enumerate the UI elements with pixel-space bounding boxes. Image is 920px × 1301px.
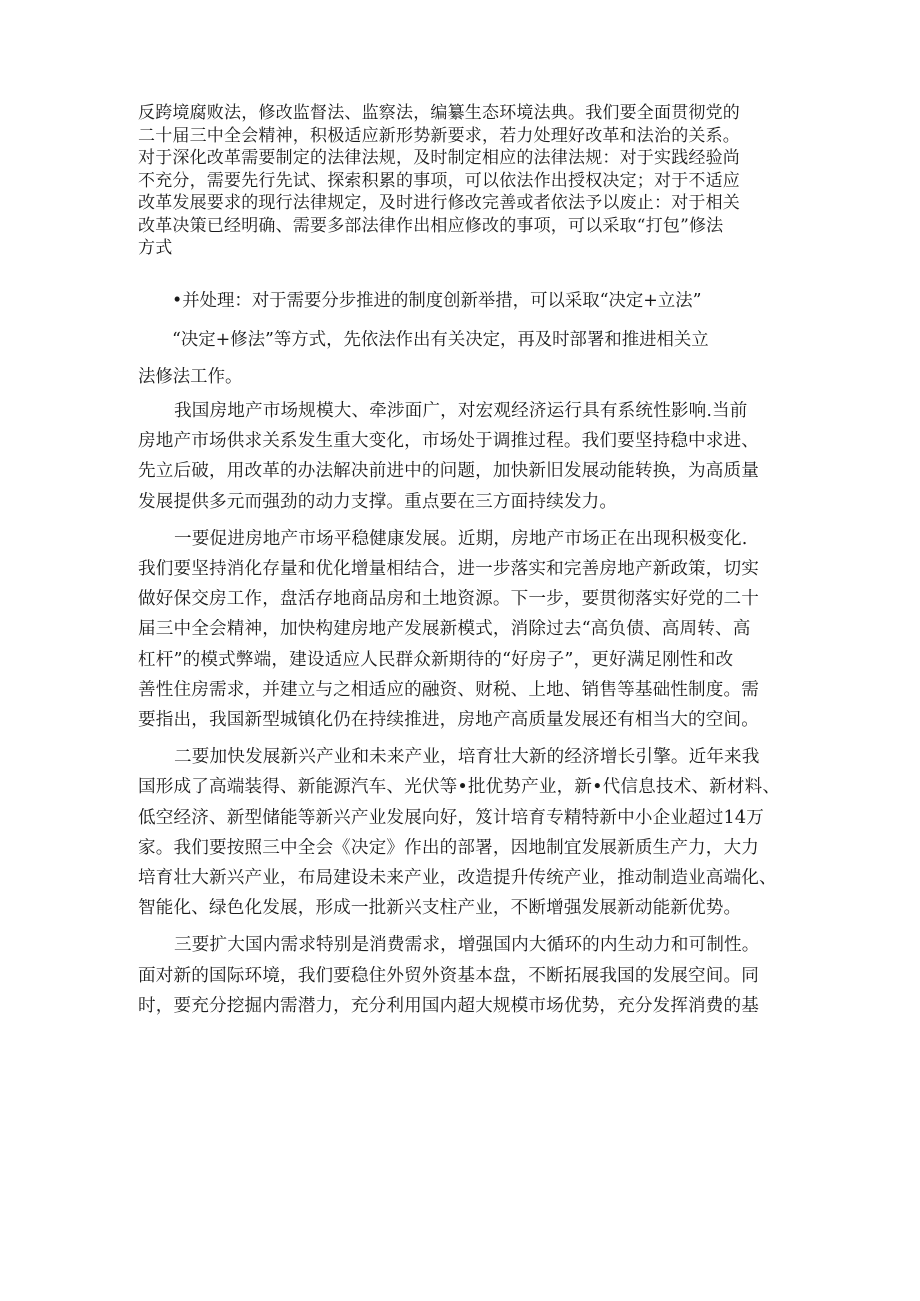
text-line: “决定+修法”等方式，先依法作出有关决定，再及时部署和推进相关立	[172, 330, 709, 350]
text-line: 改革决策已经明确、需要多部法律作出相应修改的事项，可以采取“打包”修法	[138, 215, 724, 236]
text-line: 反跨境腐败法，修改监督法、监察法，编纂生态环境法典。我们要全面贯彻党的	[138, 103, 740, 123]
text-line: 要指出，我国新型城镇化仍在持续推进，房地产高质量发展还有相当大的空间。	[138, 710, 760, 731]
text-line: 培育壮大新兴产业，布局建设未来产业，改造提升传统产业，推动制造业高端化、	[138, 868, 777, 889]
text-line: 做好保交房工作，盘活存地商品房和土地资源。下一步，要贯彻落实好党的二十	[138, 589, 760, 610]
intro-paragraph	[138, 102, 788, 260]
text-line: •并处理：对于需要分步推进的制度创新举措，可以采取“决定+立法”	[172, 291, 702, 311]
paragraph-point-three	[138, 930, 788, 1021]
text-line: 我国房地产市场规模大、牵涉面广，对宏观经济运行具有系统性影响.当前	[174, 401, 748, 421]
paragraph-real-estate-intro	[138, 396, 788, 517]
text-line: 发展提供多元而强劲的动力支撑。重点要在三方面持续发力。	[138, 491, 618, 512]
text-line: 方式	[138, 238, 173, 258]
text-line: 三要扩大国内需求特别是消费需求，增强国内大循环的内生动力和可制性。	[174, 935, 760, 956]
text-line: 家。我们要按照三中全会《决定》作出的部署，因地制宜发展新质生产力，大力	[138, 837, 760, 858]
text-line: 对于深化改革需要制定的法律法规，及时制定相应的法律法规：对于实践经验尚	[138, 148, 740, 168]
paragraph-point-two	[138, 742, 788, 923]
text-line: 面对新的国际环境，我们要稳住外贸外资基本盘，不断拓展我国的发展空间。同	[138, 965, 760, 986]
text-line: 房地产市场供求关系发生重大变化，市场处于调推过程。我们要坚持稳中求进、	[138, 431, 760, 452]
text-line: 法修法工作。	[138, 367, 243, 387]
text-line: 二要加快发展新兴产业和未来产业，培育壮大新的经济增长引擎。近年来我	[174, 747, 760, 768]
text-line: 我们要坚持消化存量和优化增量相结合，进一步落实和完善房地产新政策，切实	[138, 559, 760, 580]
text-line: 善性住房需求，并建立与之相适应的融资、财税、上地、销售等基础性制度。需	[138, 679, 760, 700]
text-line: 智能化、绿色化发展，形成一批新兴支柱产业，不断增强发展新动能新优势。	[138, 898, 742, 919]
text-line: 改革发展要求的现行法律规定，及时进行修改完善或者依法予以废止：对于相关	[138, 193, 740, 213]
text-line: 时，要充分挖掘内需潜力，充分利用国内超大规模市场优势，充分发挥消费的基	[138, 995, 760, 1016]
text-line: 低空经济、新型储能等新兴产业发展向好，笈计培育专精特新中小企业超过14万	[138, 807, 764, 828]
text-line: 不充分，需要先行先试、探索积累的事项，可以依法作出授权决定；对于不适应	[138, 170, 740, 191]
text-line: 国形成了高端装得、新能源汽车、光伏等•批优势产业，新•代信息技术、新材料、	[138, 777, 781, 798]
text-line: 先立后破，用改革的办法解决前进中的问题，加快新旧发展动能转换，为高质量	[138, 461, 760, 482]
paragraph-point-one	[138, 524, 788, 735]
text-line: 二十届三中全会精神，积极适应新形势新要求，若力处理好改革和法治的关系。	[138, 125, 740, 146]
text-line: 杠杆”的模式弊端，建设适应人民群众新期待的“好房子”，更好满足刚性和改	[138, 649, 734, 670]
text-line: 一要促进房地产市场平稳健康发展。近期，房地产市场正在出现积极变化.	[174, 528, 748, 549]
text-line: 届三中全会精神，加快构建房地产发展新模式，消除过去“高负债、高周转、高	[138, 619, 751, 640]
body-text	[138, 396, 788, 1028]
